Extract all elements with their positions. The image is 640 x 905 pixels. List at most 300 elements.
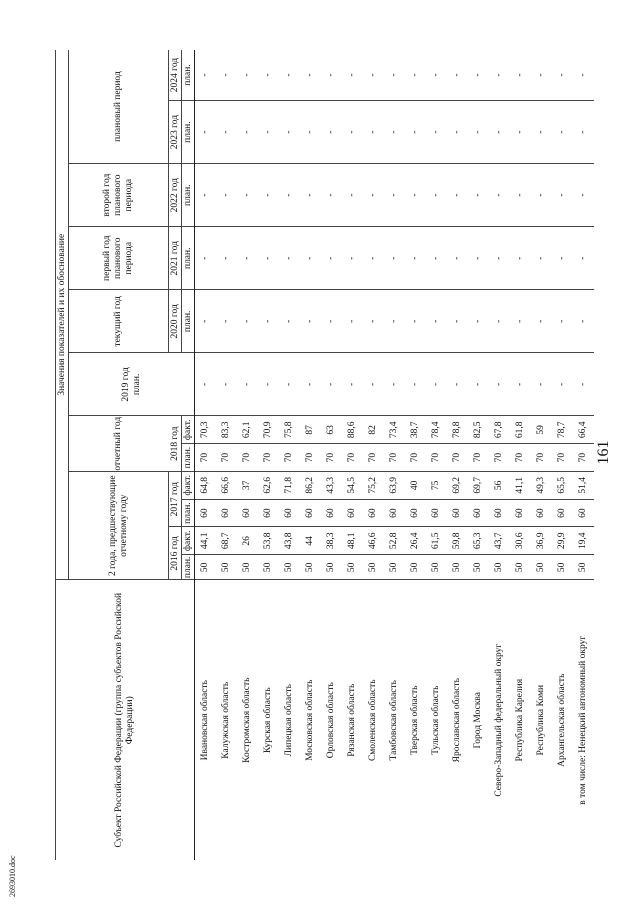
value-cell: -: [216, 101, 237, 164]
value-cell: -: [342, 227, 363, 290]
table-body: [195, 50, 594, 860]
value-cell: 70: [279, 444, 300, 472]
value-cell: -: [531, 164, 552, 227]
value-cell: 70: [258, 444, 279, 472]
table-row: [195, 50, 216, 860]
value-cell: 50: [279, 555, 300, 580]
value-cell: 50: [384, 555, 405, 580]
region-name: Город Москва: [472, 691, 483, 749]
value-cell: 60: [258, 499, 279, 527]
value-cell: 62,1: [237, 416, 258, 444]
value-cell: 43,8: [279, 527, 300, 555]
value-cell: 60: [195, 499, 216, 527]
value-cell: 50: [195, 555, 216, 580]
values-title: Значения показателей и их обоснование: [56, 50, 69, 580]
plan-label: план.: [182, 164, 195, 227]
value-cell: -: [279, 290, 300, 353]
value-cell: 70: [531, 444, 552, 472]
region-name: Калужская область: [220, 681, 231, 759]
year-2019-plan: план.: [131, 373, 142, 396]
value-cell: -: [510, 164, 531, 227]
value-cell: -: [321, 101, 342, 164]
value-cell: -: [573, 50, 594, 101]
plan-label: план.: [182, 227, 195, 290]
year-2023-header: 2023 год: [169, 101, 182, 164]
value-cell: -: [363, 50, 384, 101]
value-cell: -: [216, 353, 237, 416]
value-cell: -: [384, 227, 405, 290]
table-row: [447, 50, 468, 860]
value-cell: 83,3: [216, 416, 237, 444]
value-cell: 50: [321, 555, 342, 580]
value-cell: 70: [321, 444, 342, 472]
fact-label: факт.: [182, 527, 195, 555]
value-cell: -: [468, 101, 489, 164]
plan-label: план.: [183, 556, 193, 579]
value-cell: 63: [321, 416, 342, 444]
value-cell: -: [363, 290, 384, 353]
value-cell: -: [195, 290, 216, 353]
value-cell: 29,9: [552, 527, 573, 555]
value-cell: 60: [468, 499, 489, 527]
value-cell: -: [447, 290, 468, 353]
value-cell: -: [279, 164, 300, 227]
region-name: в том числе: Ненецкий автономный округ: [577, 635, 588, 805]
value-cell: -: [426, 290, 447, 353]
value-cell: 50: [573, 555, 594, 580]
value-cell: -: [552, 227, 573, 290]
region-name: Курская область: [262, 687, 273, 754]
value-cell: -: [426, 101, 447, 164]
value-cell: 40: [405, 471, 426, 499]
value-cell: 70: [573, 444, 594, 472]
value-cell: 53,8: [258, 527, 279, 555]
value-cell: 73,4: [384, 416, 405, 444]
value-cell: -: [258, 101, 279, 164]
value-cell: 66,6: [216, 471, 237, 499]
value-cell: 50: [342, 555, 363, 580]
value-cell: 52,8: [384, 527, 405, 555]
value-cell: -: [468, 227, 489, 290]
year-2018-header: 2018 год: [169, 416, 182, 472]
value-cell: -: [405, 50, 426, 101]
value-cell: 70: [468, 444, 489, 472]
value-cell: -: [447, 353, 468, 416]
value-cell: -: [489, 227, 510, 290]
region-name: Московская область: [304, 679, 315, 761]
region-name: Республика Коми: [535, 684, 546, 756]
value-cell: 50: [468, 555, 489, 580]
value-cell: -: [405, 227, 426, 290]
region-name: Архангельская область: [556, 673, 567, 767]
value-cell: 75,8: [279, 416, 300, 444]
value-cell: -: [573, 227, 594, 290]
value-cell: 70: [195, 444, 216, 472]
value-cell: -: [468, 353, 489, 416]
value-cell: 26,4: [405, 527, 426, 555]
table-row: [384, 50, 405, 860]
value-cell: -: [237, 164, 258, 227]
value-cell: -: [321, 290, 342, 353]
value-cell: 78,7: [552, 416, 573, 444]
value-cell: 60: [216, 499, 237, 527]
value-cell: 69,2: [447, 471, 468, 499]
table-row: [531, 50, 552, 860]
value-cell: 60: [237, 499, 258, 527]
value-cell: 50: [552, 555, 573, 580]
reporting-year-header: отчетный год: [69, 416, 169, 472]
value-cell: 50: [405, 555, 426, 580]
value-cell: -: [510, 50, 531, 101]
value-cell: -: [195, 164, 216, 227]
year-2020-header: 2020 год: [169, 290, 182, 353]
plan-label: план.: [182, 50, 195, 101]
region-name: Липецкая область: [283, 684, 294, 757]
value-cell: -: [342, 290, 363, 353]
value-cell: 65,5: [552, 471, 573, 499]
table-row: [342, 50, 363, 860]
value-cell: -: [216, 50, 237, 101]
value-cell: 50: [426, 555, 447, 580]
value-cell: 82,5: [468, 416, 489, 444]
value-cell: -: [300, 50, 321, 101]
value-cell: -: [300, 101, 321, 164]
value-cell: -: [237, 353, 258, 416]
value-cell: 60: [384, 499, 405, 527]
value-cell: 70: [216, 444, 237, 472]
value-cell: 59,8: [447, 527, 468, 555]
value-cell: -: [573, 290, 594, 353]
value-cell: -: [258, 227, 279, 290]
region-name: Тверская область: [409, 685, 420, 755]
plan-label: план.: [182, 444, 195, 472]
value-cell: 70,9: [258, 416, 279, 444]
value-cell: -: [279, 227, 300, 290]
value-cell: -: [573, 164, 594, 227]
value-cell: 71,8: [279, 471, 300, 499]
value-cell: 60: [489, 499, 510, 527]
table-row: [552, 50, 573, 860]
region-name: Орловская область: [325, 682, 336, 759]
year-2019-label: 2019 год: [120, 367, 131, 402]
value-cell: 60: [531, 499, 552, 527]
value-cell: -: [510, 290, 531, 353]
value-cell: -: [531, 227, 552, 290]
second-planned-year-header: второй год планового периода: [69, 164, 169, 227]
region-name: Республика Карелия: [514, 678, 525, 762]
value-cell: 65,3: [468, 527, 489, 555]
value-cell: 51,4: [573, 471, 594, 499]
year-2021-header: 2021 год: [169, 227, 182, 290]
value-cell: 60: [321, 499, 342, 527]
value-cell: -: [468, 50, 489, 101]
value-cell: -: [321, 164, 342, 227]
value-cell: -: [384, 164, 405, 227]
value-cell: 88,6: [342, 416, 363, 444]
value-cell: -: [426, 164, 447, 227]
value-cell: -: [363, 101, 384, 164]
value-cell: 70: [426, 444, 447, 472]
value-cell: -: [405, 101, 426, 164]
value-cell: -: [468, 164, 489, 227]
value-cell: 26: [237, 527, 258, 555]
value-cell: -: [216, 164, 237, 227]
value-cell: -: [573, 353, 594, 416]
value-cell: -: [258, 50, 279, 101]
value-cell: 36,9: [531, 527, 552, 555]
page-number: 161: [595, 440, 612, 465]
value-cell: 19,4: [573, 527, 594, 555]
value-cell: 49,3: [531, 471, 552, 499]
value-cell: 70: [510, 444, 531, 472]
value-cell: 59: [531, 416, 552, 444]
value-cell: -: [195, 227, 216, 290]
value-cell: -: [342, 164, 363, 227]
value-cell: 70: [363, 444, 384, 472]
value-cell: -: [405, 353, 426, 416]
value-cell: -: [426, 353, 447, 416]
value-cell: -: [342, 353, 363, 416]
value-cell: 62,6: [258, 471, 279, 499]
value-cell: -: [426, 50, 447, 101]
value-cell: -: [342, 101, 363, 164]
region-name: Ивановская область: [199, 680, 210, 761]
value-cell: 37: [237, 471, 258, 499]
two-years-header: 2 года, предшествующие отчетному году: [69, 471, 169, 579]
value-cell: 70: [552, 444, 573, 472]
value-cell: 48,1: [342, 527, 363, 555]
value-cell: 82: [363, 416, 384, 444]
table-row: [258, 50, 279, 860]
document-footer: 2693010.doc: [8, 855, 17, 897]
value-cell: -: [258, 164, 279, 227]
value-cell: 50: [300, 555, 321, 580]
year-2017-header: 2017 год: [169, 471, 182, 527]
value-cell: 61,5: [426, 527, 447, 555]
value-cell: 70: [237, 444, 258, 472]
value-cell: 60: [573, 499, 594, 527]
value-cell: -: [195, 101, 216, 164]
table-row: [573, 50, 594, 860]
value-cell: -: [195, 353, 216, 416]
value-cell: 56: [489, 471, 510, 499]
value-cell: -: [447, 101, 468, 164]
value-cell: -: [552, 101, 573, 164]
value-cell: 50: [363, 555, 384, 580]
value-cell: 67,8: [489, 416, 510, 444]
value-cell: 50: [447, 555, 468, 580]
value-cell: 60: [342, 499, 363, 527]
value-cell: 78,8: [447, 416, 468, 444]
value-cell: 60: [363, 499, 384, 527]
value-cell: -: [552, 290, 573, 353]
value-cell: 61,8: [510, 416, 531, 444]
value-cell: -: [531, 101, 552, 164]
first-planned-year-header: первый год планового периода: [69, 227, 169, 290]
value-cell: 60: [405, 499, 426, 527]
value-cell: 75,2: [363, 471, 384, 499]
value-cell: -: [279, 50, 300, 101]
region-name: Смоленская область: [367, 679, 378, 762]
value-cell: -: [237, 227, 258, 290]
value-cell: -: [300, 353, 321, 416]
value-cell: 46,6: [363, 527, 384, 555]
value-cell: 38,7: [405, 416, 426, 444]
value-cell: 70: [489, 444, 510, 472]
year-2019-header: [69, 353, 195, 416]
region-name: Рязанская область: [346, 683, 357, 757]
value-cell: 50: [216, 555, 237, 580]
table-row: [426, 50, 447, 860]
table-row: [510, 50, 531, 860]
value-cell: 70: [384, 444, 405, 472]
value-cell: -: [342, 50, 363, 101]
value-cell: -: [300, 290, 321, 353]
value-cell: -: [510, 227, 531, 290]
value-cell: 60: [300, 499, 321, 527]
value-cell: 43,3: [321, 471, 342, 499]
region-name: Тульская область: [430, 685, 441, 755]
value-cell: 50: [258, 555, 279, 580]
value-cell: -: [237, 290, 258, 353]
value-cell: -: [258, 353, 279, 416]
value-cell: -: [489, 290, 510, 353]
current-year-header: текущий год: [69, 290, 169, 353]
value-cell: -: [363, 353, 384, 416]
value-cell: 44,1: [195, 527, 216, 555]
value-cell: -: [300, 227, 321, 290]
value-cell: -: [384, 353, 405, 416]
value-cell: -: [489, 50, 510, 101]
table-row: [489, 50, 510, 860]
region-name: Северо-Западный федеральный округ: [493, 643, 504, 797]
value-cell: -: [384, 50, 405, 101]
value-cell: 60: [279, 499, 300, 527]
value-cell: 38,3: [321, 527, 342, 555]
value-cell: -: [216, 227, 237, 290]
table-row: [405, 50, 426, 860]
table-row: [321, 50, 342, 860]
value-cell: 70: [300, 444, 321, 472]
value-cell: -: [321, 50, 342, 101]
value-cell: -: [384, 101, 405, 164]
plan-label: план.: [182, 499, 195, 527]
planned-period-header: плановый период: [69, 50, 169, 164]
region-name: Ярославская область: [451, 678, 462, 763]
table-row: [468, 50, 489, 860]
value-cell: 54,5: [342, 471, 363, 499]
value-cell: 50: [510, 555, 531, 580]
value-cell: -: [363, 227, 384, 290]
value-cell: -: [405, 164, 426, 227]
value-cell: -: [258, 290, 279, 353]
value-cell: 30,6: [510, 527, 531, 555]
value-cell: 78,4: [426, 416, 447, 444]
value-cell: -: [552, 50, 573, 101]
region-name: Костромская область: [241, 677, 252, 763]
value-cell: 60: [552, 499, 573, 527]
value-cell: -: [573, 101, 594, 164]
value-cell: -: [531, 290, 552, 353]
value-cell: -: [279, 101, 300, 164]
value-cell: -: [426, 227, 447, 290]
value-cell: -: [510, 101, 531, 164]
value-cell: -: [552, 164, 573, 227]
value-cell: -: [237, 101, 258, 164]
table-row: [237, 50, 258, 860]
value-cell: -: [468, 290, 489, 353]
value-cell: -: [195, 50, 216, 101]
value-cell: -: [321, 227, 342, 290]
value-cell: -: [447, 50, 468, 101]
value-cell: 66,4: [573, 416, 594, 444]
value-cell: 60: [426, 499, 447, 527]
value-cell: -: [552, 353, 573, 416]
value-cell: 86,2: [300, 471, 321, 499]
value-cell: -: [489, 101, 510, 164]
plan-label: план.: [182, 101, 195, 164]
value-cell: 70,3: [195, 416, 216, 444]
year-2024-header: 2024 год: [169, 50, 182, 101]
value-cell: -: [321, 353, 342, 416]
fact-label: факт.: [182, 416, 195, 444]
value-cell: 69,7: [468, 471, 489, 499]
region-column-header: Субъект Российской Федерации (группа субъектов Российской Федерации): [56, 580, 195, 860]
value-cell: 50: [237, 555, 258, 580]
value-cell: -: [363, 164, 384, 227]
value-cell: -: [384, 290, 405, 353]
year-2016-header: 2016 год: [169, 527, 182, 580]
value-cell: 44: [300, 527, 321, 555]
table-row: [216, 50, 237, 860]
value-cell: 63,9: [384, 471, 405, 499]
value-cell: 50: [489, 555, 510, 580]
value-cell: -: [510, 353, 531, 416]
value-cell: -: [447, 227, 468, 290]
plan-label: план.: [182, 290, 195, 353]
value-cell: 60: [510, 499, 531, 527]
value-cell: 60: [447, 499, 468, 527]
value-cell: 75: [426, 471, 447, 499]
value-cell: 43,7: [489, 527, 510, 555]
value-cell: -: [405, 290, 426, 353]
value-cell: 50: [531, 555, 552, 580]
value-cell: -: [531, 50, 552, 101]
value-cell: 87: [300, 416, 321, 444]
value-cell: -: [531, 353, 552, 416]
value-cell: -: [489, 164, 510, 227]
table-row: [279, 50, 300, 860]
value-cell: -: [447, 164, 468, 227]
year-2022-header: 2022 год: [169, 164, 182, 227]
region-name: Тамбовская область: [388, 679, 399, 761]
value-cell: 70: [342, 444, 363, 472]
table-row: [300, 50, 321, 860]
value-cell: -: [300, 164, 321, 227]
value-cell: 70: [405, 444, 426, 472]
indicator-table: [55, 50, 594, 860]
value-cell: -: [489, 353, 510, 416]
value-cell: -: [237, 50, 258, 101]
value-cell: -: [279, 353, 300, 416]
fact-label: факт.: [182, 471, 195, 499]
value-cell: 70: [447, 444, 468, 472]
value-cell: 41,1: [510, 471, 531, 499]
value-cell: 64,8: [195, 471, 216, 499]
table-row: [363, 50, 384, 860]
value-cell: -: [216, 290, 237, 353]
value-cell: 68,7: [216, 527, 237, 555]
